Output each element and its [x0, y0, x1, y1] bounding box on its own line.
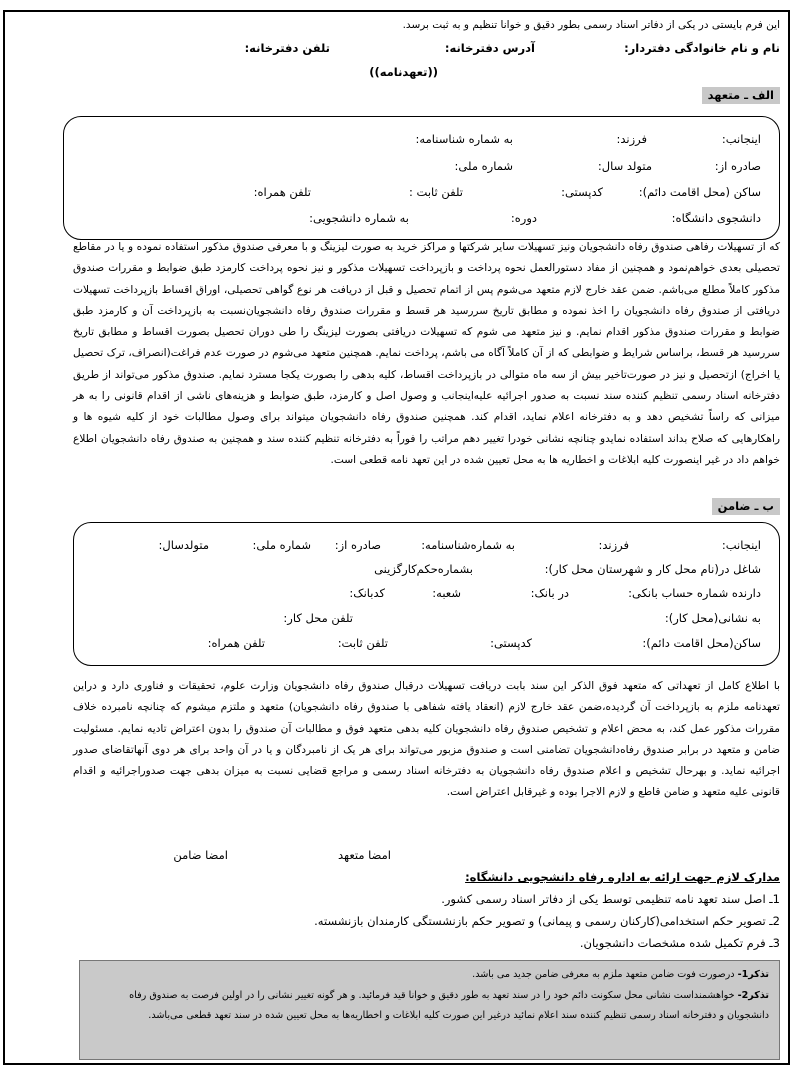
field-permanent-address: ساکن (محل اقامت دائم): — [638, 185, 761, 199]
field-g-id-number: به شماره‌شناسنامه: — [421, 538, 515, 552]
document-item-1: 1ـ اصل سند تعهد نامه تنظیمی توسط یکی از دفاتر اسناد رسمی کشور. — [441, 892, 780, 906]
field-g-issued-from: صادره از: — [334, 538, 381, 552]
field-g-applicant: اینجانب: — [721, 538, 761, 552]
field-g-work-phone: تلفن محل کار: — [283, 611, 353, 625]
form-title: ((تعهدنامه)) — [369, 65, 438, 79]
obligor-paragraph: که از تسهیلات رفاهی صندوق رفاه دانشجویان ونیز تسهیلات سایر شرکتها و مراکز خرید به صورت لیزینگ و با معرفی صندوق مذکور استفاده نموده و یا در مقاطع تحصیلی بعدی خواهم‌نمود و همچنین از مفاد دستورالعمل نحوه پرداخت و بازپرداخت تسهیلات مذکور و نیز نحوه پرداخت کارمزد طبق ضوابط و مقررات صندوق مذکور کاملاً مطلع می‌باشم. ضمن عقد خارج لازم متعهد می‌شوم پس از اتمام تحصیل و قبل از دریافت هر نوع گواهی تحصیلی، اوراق اقساط بازپرداخت تسهیلات دریافتی از صندوق رفاه دانشجویان را اخذ نموده و مطابق تاریخ سررسید هر قسط و مقررات صندوق رفاه دانشجویان‌نسبت به بازپرداخت آن و کارمزد طبق ضوابط و مقررات صندوق مذکور اقدام نمایم. و نیز متعهد می شوم که تسهیلات دریافتی بصورت لیزینگ را طی دوران تحصیل بصورت اقساط و مطابق تاریخ سررسید هر قسط، براساس شرایط و ضوابطی که از آن کاملاً آگاه می باشم، پرداخت نمایم. همچنین متعهد می‌شوم در صورت عدم فراغت(انصراف، ترک تحصیل یا اخراج) ازتحصیل و نیز در صورت‌تاخیر بیش از سه ماه متوالی در بازپرداخت اقساط، کلیه بدهی را بصورت یکجا مسترد نمایم. صندوق مذکور می‌تواند از طریق دفترخانه اسناد رسمی تنظیم کننده سند نسبت به صدور اجرائیه علیه‌اینجانب و وصول اصل و کارمزد، طبق ضوابط و هزینه‌های ناشی از اقدام قانونی را به هر میزانی که راساً تشخیص دهد و به دفترخانه اعلام نماید، اقدام کند. همچنین صندوق رفاه دانشجویان میتواند برای وصول مطالبات خود از کلیه شیوه ها و راهکارهایی که صلاح بداند استفاده نمایدو چنانچه نشانی خودرا تغییر دهم مراتب را فوراً به دفترخانه تنظیم کننده سند و همچنین به صندوق رفاه دانشجویان اطلاع خواهم داد در غیر اینصورت کلیه ابلاغات و اخطاریه ها به محل تعیین شده در این تعهد نامه قطعی است. — [73, 241, 780, 466]
field-period: دوره: — [510, 211, 537, 225]
field-g-birth-year: متولدسال: — [158, 538, 209, 552]
section-b-header: ب ـ ضامن — [712, 498, 780, 515]
field-g-employment-order: بشماره‌حکم‌کارگزینی — [374, 562, 473, 576]
field-g-work-address: به نشانی(محل کار): — [664, 611, 761, 625]
field-child-of: فرزند: — [616, 132, 647, 146]
field-national-id: شماره ملی: — [454, 159, 513, 173]
field-g-branch: شعبه: — [432, 586, 461, 600]
section-a-header: الف ـ متعهد — [702, 87, 780, 104]
note-1 — [88, 965, 769, 986]
field-g-mobile: تلفن همراه: — [207, 636, 265, 650]
intro-line: این فرم بایستی در یکی از دفاتر اسناد رسمی بطور دقیق و خوانا تنظیم و به ثبت برسد. — [402, 19, 780, 31]
field-id-number: به شماره شناسنامه: — [415, 132, 513, 146]
notary-name-label: نام و نام خانوادگی دفتردار: — [624, 41, 780, 55]
notes-box — [79, 960, 780, 1060]
field-g-postal-code: کدپستی: — [490, 636, 532, 650]
form-page — [3, 10, 790, 1065]
document-item-3: 3ـ فرم تکمیل شده مشخصات دانشجویان. — [579, 936, 780, 950]
field-landline: تلفن ثابت : — [409, 185, 463, 199]
note-1-label: تذکر1- — [737, 969, 769, 980]
field-g-national-id: شماره ملی: — [252, 538, 311, 552]
guarantor-info-box — [73, 522, 780, 666]
field-g-workplace: شاغل در(نام محل کار و شهرستان محل کار): — [544, 562, 761, 576]
notary-phone-label: تلفن دفترخانه: — [244, 41, 330, 55]
document-item-2: 2ـ تصویر حکم استخدامی(کارکنان رسمی و پیمانی) و تصویر حکم بازنشستگی کارمندان بازنشسته. — [314, 914, 780, 928]
field-issued-from: صادره از: — [714, 159, 761, 173]
field-student-number: به شماره دانشجویی: — [309, 211, 409, 225]
field-g-permanent-address: ساکن(محل اقامت دائم): — [642, 636, 761, 650]
field-g-branch-code: کدبانک: — [349, 586, 385, 600]
field-g-landline: تلفن ثابت: — [337, 636, 388, 650]
field-g-bank-account: دارنده شماره حساب بانکی: — [628, 586, 761, 600]
guarantor-paragraph: با اطلاع کامل از تعهداتی که متعهد فوق الذکر این سند بابت دریافت تسهیلات درقبال صندوق رفاه دانشجویان وزارت علوم، تحقیقات و فناوری دارد و دراین تعهدنامه ملزم به بازپرداخت آن گردیده،ضمن عقد خارج لازم (انعقاد یافته شفاهی با صندوق رفاه دانشجویان) متعهد و ملتزم میشوم که چنانچه نامبرده خلاف مقررات مذکور عمل کند، به محض اعلام و تشخیص صندوق رفاه دانشجویان کلیه بدهی متعهد فوق و مطالبات آن صندوق را بدون اعتراض تادیه نمایم. مسئولیت ضامن و متعهد در برابر صندوق رفاه‌دانشجویان تضامنی است و صندوق مزبور می‌تواند برای هر یک از نامبردگان و یا در آن واحد برای هر دوی آنهاتقاضای صدور اجرائیه نماید. و بهرحال تشخیص و اعلام صندوق رفاه دانشجویان به دفترخانه اسناد رسمی و مراجع قضایی نسبت به میزان بدهی جهت صدوراجرائیه و اقدام قانونی علیه متعهد و ضامن قاطع و لازم الاجرا بوده و غیرقابل اعتراض است. — [73, 680, 780, 799]
field-birth-year: متولد سال: — [597, 159, 652, 173]
notary-address-label: آدرس دفترخانه: — [444, 41, 535, 55]
field-g-child-of: فرزند: — [598, 538, 629, 552]
obligor-signature-label: امضا متعهد — [337, 848, 391, 862]
field-mobile: تلفن همراه: — [253, 185, 311, 199]
obligor-info-box — [63, 116, 780, 240]
field-applicant: اینجانب: — [721, 132, 761, 146]
guarantor-signature-label: امضا ضامن — [173, 848, 228, 862]
note-2-text: خواهشمنداست نشانی محل سکونت دائم خود را در سند تعهد به طور دقیق و خوانا قید فرمائید. و هر گونه تغییر نشانی را در اولین فرصت به صندوق رفاه دانشجویان و دفترخانه اسناد رسمی تنظیم کننده سند اعلام نمائید درغیر این صورت کلیه ابلاغات و اخطاریه‌ها به محل تعیین شده در سند تعهد قطعی می‌باشد. — [129, 989, 769, 1021]
field-university-student: دانشجوی دانشگاه: — [671, 211, 761, 225]
field-postal-code: کدپستی: — [561, 185, 603, 199]
note-2-label: تذکر2- — [737, 989, 769, 1001]
note-1-text: درصورت فوت ضامن متعهد ملزم به معرفی ضامن جدید می باشد. — [472, 969, 738, 980]
field-g-at-bank: در بانک: — [530, 586, 569, 600]
note-2 — [88, 986, 769, 1027]
documents-title: مدارک لازم جهت ارائه به اداره رفاه دانشجویی دانشگاه: — [465, 870, 780, 884]
